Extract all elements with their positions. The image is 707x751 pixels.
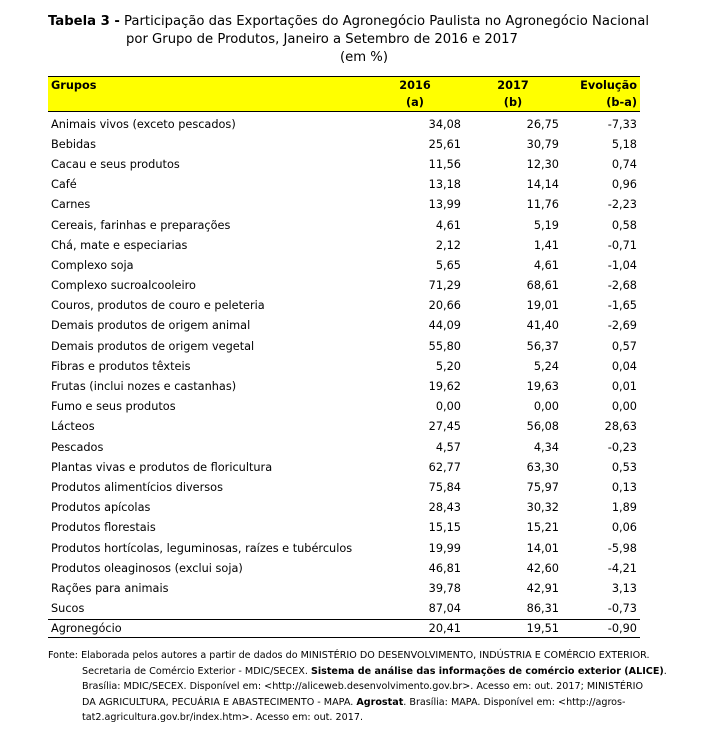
source-text: DA AGRICULTURA, PECUÁRIA E ABASTECIMENTO - MAPA.: [82, 696, 357, 708]
source-text: Secretaria de Comércio Exterior - MDIC/SECEX.: [82, 665, 311, 677]
value-2016: 39,78: [428, 581, 461, 595]
value-2017: 56,08: [526, 420, 559, 434]
value-2017: 1,41: [533, 238, 559, 252]
value-evolucao: -2,69: [607, 319, 637, 333]
value-2016: 2,12: [435, 238, 461, 252]
group-name: Complexo soja: [51, 258, 134, 272]
table-row: [48, 477, 640, 497]
source-line-1: Fonte: Elaborada pelos autores a partir de dados do MINISTÉRIO DO DESENVOLVIMENTO, INDÚSTRIA E COMÉRCIO EXTERIOR.: [48, 650, 650, 661]
source-agrostat: Agrostat: [356, 696, 404, 708]
table-title: [48, 13, 668, 67]
value-2017: 30,79: [526, 137, 559, 151]
value-2016: 44,09: [428, 319, 461, 333]
table-row: [48, 255, 640, 275]
header-2017: 2017: [464, 77, 562, 95]
value-2017: 14,01: [526, 541, 559, 555]
table-row: [48, 518, 640, 538]
table-row: [48, 417, 640, 437]
value-2016: 13,18: [428, 178, 461, 192]
value-2016: 20,66: [428, 299, 461, 313]
exports-table: [48, 76, 640, 638]
table-row: [48, 437, 640, 457]
source-line-3: Brasília: MDIC/SECEX. Disponível em: <http://aliceweb.desenvolvimento.gov.br>. Acesso em: out. 2017; MINISTÉRIO: [82, 681, 644, 693]
source-line-2: [48, 664, 667, 680]
table-row: [48, 112, 640, 135]
value-2017: 42,91: [526, 581, 559, 595]
value-2016: 46,81: [428, 561, 461, 575]
value-2016: 4,57: [435, 440, 461, 454]
value-2016: 4,61: [435, 218, 461, 232]
value-evolucao: 0,06: [611, 521, 637, 535]
value-2016: 55,80: [428, 339, 461, 353]
value-evolucao: 0,01: [611, 380, 637, 394]
group-name: Carnes: [51, 198, 91, 212]
group-name: Demais produtos de origem animal: [51, 319, 251, 333]
header-empty: [48, 94, 366, 112]
value-evolucao: -2,68: [607, 279, 637, 293]
group-name: Produtos florestais: [51, 521, 156, 535]
title-text-1: Participação das Exportações do Agronegócio Paulista no Agronegócio Nacional: [124, 14, 650, 29]
header-groups: Grupos: [48, 77, 366, 95]
group-name: Fibras e produtos têxteis: [51, 359, 191, 373]
value-2016: 28,43: [428, 501, 461, 515]
group-name: Produtos hortícolas, leguminosas, raízes e tubérculos: [51, 541, 353, 555]
table-header: [48, 77, 640, 112]
title-unit: (em %): [340, 50, 388, 65]
title-line-1: [48, 13, 668, 31]
group-name: Bebidas: [51, 137, 96, 151]
group-name: Rações para animais: [51, 581, 169, 595]
value-evolucao: -4,21: [607, 561, 637, 575]
value-2017: 86,31: [526, 602, 559, 616]
header-b: (b): [464, 94, 562, 112]
value-2017: 75,97: [526, 480, 559, 494]
table-row: [48, 336, 640, 356]
value-2016: 19,62: [428, 380, 461, 394]
value-evolucao: -0,73: [607, 602, 637, 616]
header-ba: (b-a): [562, 94, 640, 112]
source-line-4: [48, 695, 648, 711]
value-2016: 5,20: [435, 359, 461, 373]
value-2016: 71,29: [428, 279, 461, 293]
value-evolucao: 0,04: [611, 359, 637, 373]
group-name: Produtos alimentícios diversos: [51, 480, 223, 494]
value-evolucao: 0,57: [611, 339, 637, 353]
value-2016: 87,04: [428, 602, 461, 616]
value-evolucao: 0,74: [611, 157, 637, 171]
table-body: [48, 112, 640, 638]
group-name: Frutas (inclui nozes e castanhas): [51, 380, 237, 394]
value-evolucao: -2,23: [607, 198, 637, 212]
table-row: [48, 457, 640, 477]
source-line-5: tat2.agricultura.gov.br/index.htm>. Acesso em: out. 2017.: [82, 712, 363, 724]
group-name: Café: [51, 178, 77, 192]
value-evolucao: -1,65: [607, 299, 637, 313]
value-2017: 0,00: [533, 400, 559, 414]
value-2016: 15,15: [428, 521, 461, 535]
table-row: [48, 356, 640, 376]
value-evolucao: 1,89: [611, 501, 637, 515]
table-row: [48, 215, 640, 235]
value-2017: 56,37: [526, 339, 559, 353]
table-row: [48, 397, 640, 417]
group-name: Cereais, farinhas e preparações: [51, 218, 231, 232]
group-name: Sucos: [51, 602, 85, 616]
source-system-name: Sistema de análise das informações de comércio exterior (ALICE): [310, 665, 664, 677]
value-2017: 15,21: [526, 521, 559, 535]
table-label: Tabela 3 -: [48, 14, 120, 29]
table-row: [48, 376, 640, 396]
value-evolucao: 28,63: [604, 420, 637, 434]
group-name: Chá, mate e especiarias: [51, 238, 188, 252]
value-2016: 5,65: [435, 258, 461, 272]
value-2016: 19,99: [428, 541, 461, 555]
value-evolucao: 0,53: [611, 460, 637, 474]
value-2017: 4,34: [533, 440, 559, 454]
title-line-2: por Grupo de Produtos, Janeiro a Setembro de 2016 e 2017: [126, 32, 518, 47]
value-2017: 5,19: [533, 218, 559, 232]
value-2017: 30,32: [526, 501, 559, 515]
value-2017: 63,30: [526, 460, 559, 474]
header-a: (a): [366, 94, 464, 112]
table-row: [48, 498, 640, 518]
value-2017: 41,40: [526, 319, 559, 333]
value-2017: 19,01: [526, 299, 559, 313]
value-2016: 62,77: [428, 460, 461, 474]
value-2017: 42,60: [526, 561, 559, 575]
value-evolucao: -0,71: [607, 238, 637, 252]
group-name: Lácteos: [51, 420, 95, 434]
table-row: [48, 235, 640, 255]
table-row: [48, 276, 640, 296]
table-row: [48, 316, 640, 336]
value-evolucao: 0,13: [611, 480, 637, 494]
value-2017: 19,63: [526, 380, 559, 394]
value-evolucao: 5,18: [611, 137, 637, 151]
value-2017: 12,30: [526, 157, 559, 171]
value-evolucao: 3,13: [611, 581, 637, 595]
source-text: . Brasília: MAPA. Disponível em: <http://agros-: [403, 696, 626, 708]
source-note: [48, 648, 667, 726]
total-name: Agronegócio: [48, 619, 366, 637]
value-evolucao: -5,98: [607, 541, 637, 555]
table-row: [48, 558, 640, 578]
group-name: Couros, produtos de couro e peleteria: [51, 299, 265, 313]
group-name: Complexo sucroalcooleiro: [51, 279, 196, 293]
group-name: Demais produtos de origem vegetal: [51, 339, 255, 353]
group-name: Cacau e seus produtos: [51, 157, 180, 171]
group-name: Plantas vivas e produtos de floricultura: [51, 460, 273, 474]
total-2017: 19,51: [464, 619, 562, 637]
value-evolucao: 0,58: [611, 218, 637, 232]
value-2017: 14,14: [526, 178, 559, 192]
group-name: Produtos apícolas: [51, 501, 151, 515]
total-evolucao: -0,90: [562, 619, 640, 637]
table-row: [48, 578, 640, 598]
value-evolucao: -1,04: [607, 258, 637, 272]
value-2016: 11,56: [428, 157, 461, 171]
value-2017: 11,76: [526, 198, 559, 212]
table-row: [48, 195, 640, 215]
value-2016: 75,84: [428, 480, 461, 494]
value-2016: 34,08: [428, 117, 461, 131]
value-2017: 4,61: [533, 258, 559, 272]
table-row: [48, 296, 640, 316]
value-2017: 26,75: [526, 117, 559, 131]
value-evolucao: -0,23: [607, 440, 637, 454]
source-text: .: [663, 665, 667, 677]
total-2016: 20,41: [366, 619, 464, 637]
group-name: Animais vivos (exceto pescados): [51, 117, 236, 131]
value-2017: 68,61: [526, 279, 559, 293]
value-2017: 5,24: [533, 359, 559, 373]
value-2016: 25,61: [428, 137, 461, 151]
table-row: [48, 599, 640, 620]
value-2016: 27,45: [428, 420, 461, 434]
table-row: [48, 538, 640, 558]
value-evolucao: 0,00: [611, 400, 637, 414]
value-2016: 13,99: [428, 198, 461, 212]
group-name: Produtos oleaginosos (exclui soja): [51, 561, 243, 575]
value-evolucao: -7,33: [607, 117, 637, 131]
table-row: [48, 175, 640, 195]
value-evolucao: 0,96: [611, 178, 637, 192]
header-evolucao: Evolução: [562, 77, 640, 95]
group-name: Fumo e seus produtos: [51, 400, 176, 414]
value-2016: 0,00: [435, 400, 461, 414]
table-row: [48, 154, 640, 174]
total-row: [48, 619, 640, 637]
group-name: Pescados: [51, 440, 104, 454]
header-2016: 2016: [366, 77, 464, 95]
table-row: [48, 134, 640, 154]
